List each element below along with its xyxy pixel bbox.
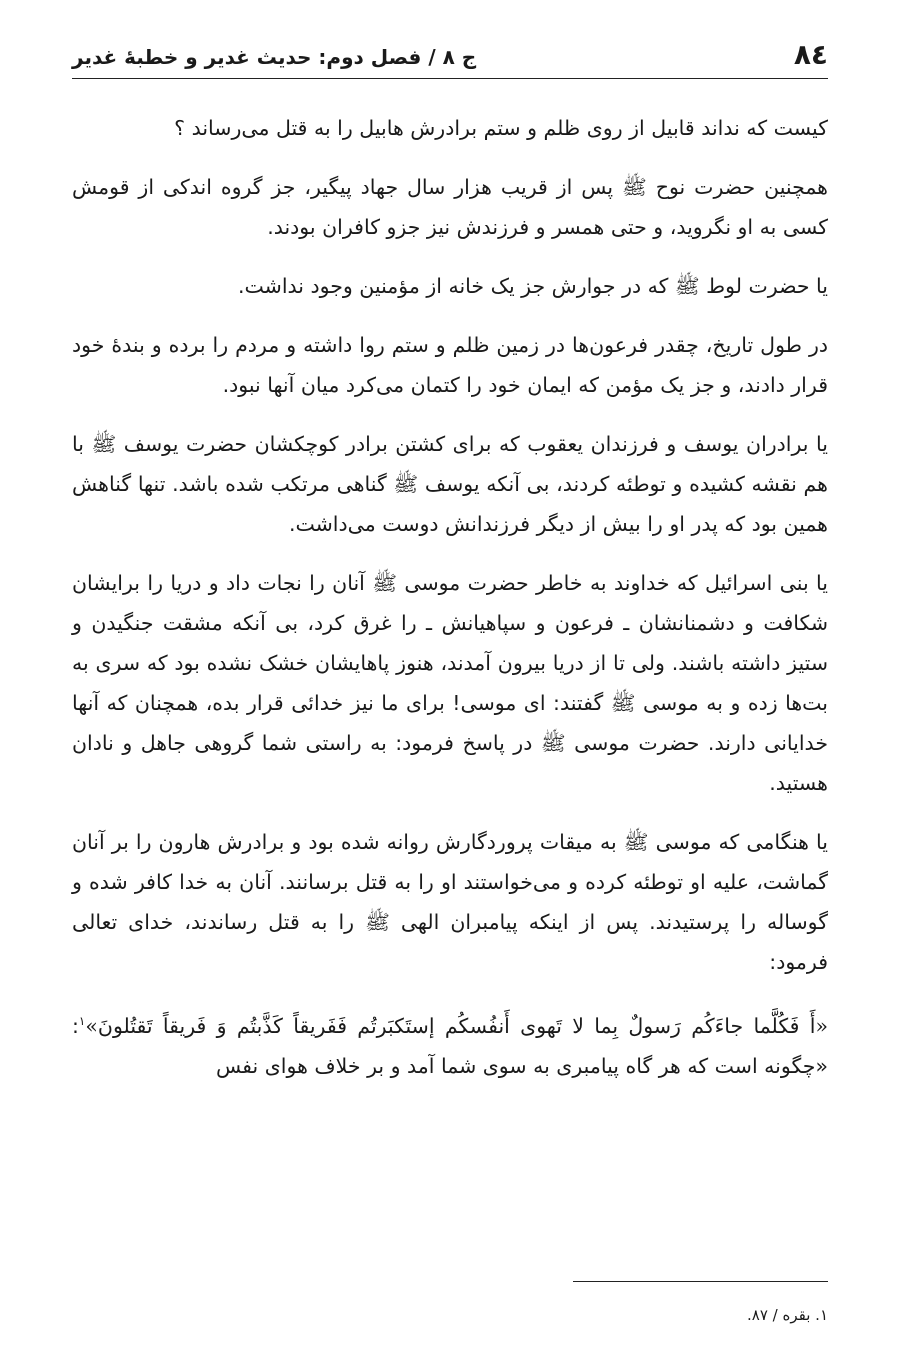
paragraph: همچنین حضرت نوح ﷺ پس از قریب هزار سال جهاد پیگیر، جز گروه اندکی از قومش کسی به او نگروید، و حتی همسر و فرزندش نیز جزو کافران بودند. xyxy=(72,175,828,239)
paragraph: در طول تاریخ، چقدر فرعون‌ها در زمین ظلم و ستم روا داشته و مردم را برده و بندهٔ خود قرار دادند، و جز یک مؤمن که ایمان خود را کتمان می‌کرد میان آنها نبود. xyxy=(72,333,828,397)
paragraph: یا هنگامی که موسی ﷺ به میقات پروردگارش روانه شده بود و برادرش هارون را بر آنان گماشت، علیه او توطئه کرده و می‌خواستند او را به قتل برسانند. آنان به خدا کافر شده و گوساله را پرستیدند. پس از اینکه پیامبران الهی ﷺ را به قتل رساندند، خدای تعالی فرمود: xyxy=(72,830,828,974)
body-text xyxy=(72,108,828,1105)
quran-quote: «أَ فَكُلَّما جاءَكُم رَسولٌ بِما لا تَهوى أَنفُسكُم إستَكبَرتُم فَفَريقاً كَذَّبتُم وَ فَريقاً تَقتُلونَ» xyxy=(85,1013,828,1038)
quote-translation: : «چگونه است که هر گاه پیامبری به سوی شما آمد و بر خلاف هوای نفس xyxy=(72,1013,828,1078)
quote-paragraph xyxy=(72,1001,828,1086)
paragraph: کیست که نداند قابیل از روی ظلم و ستم برادرش هابیل را به قتل می‌رساند ؟ xyxy=(174,116,828,140)
footnote: ۱. بقره / ۸۷. xyxy=(747,1306,828,1324)
page-header xyxy=(72,34,828,79)
paragraph: یا حضرت لوط ﷺ که در جوارش جز یک خانه از مؤمنین وجود نداشت. xyxy=(238,274,828,298)
paragraph: یا بنی اسرائیل که خداوند به خاطر حضرت موسی ﷺ آنان را نجات داد و دریا را برایشان شکافت و دشمنانشان ـ فرعون و سپاهیانش ـ را غرق کرد، بی آنکه مشقت جنگیدن و ستیز داشته باشند. ولی تا از دریا بیرون آمدند، هنوز پاهایشان خشک نشده بود که سری به بت‌ها زده و به موسی ﷺ گفتند: ای موسی! برای ما نیز خدائی قرار بده، همچنان که آنها خدایانی دارند. حضرت موسی ﷺ در پاسخ فرمود: به راستی شما گروهی جاهل و نادان هستید. xyxy=(72,571,828,795)
footnote-divider xyxy=(573,1281,828,1282)
footnote-marker[interactable]: ۱ xyxy=(78,1014,86,1028)
paragraph: یا برادران یوسف و فرزندان یعقوب که برای کشتن برادر کوچکشان حضرت یوسف ﷺ با هم نقشه کشیده و توطئه کردند، بی آنکه یوسف ﷺ گناهی مرتکب شده باشد. تنها گناهش همین بود که پدر او را بیش از دیگر فرزندانش دوست می‌داشت. xyxy=(72,432,828,536)
running-title: ج ۸ / فصل دوم: حدیث غدیر و خطبهٔ غدیر xyxy=(72,45,477,69)
page-number: ۸٤ xyxy=(793,38,828,71)
